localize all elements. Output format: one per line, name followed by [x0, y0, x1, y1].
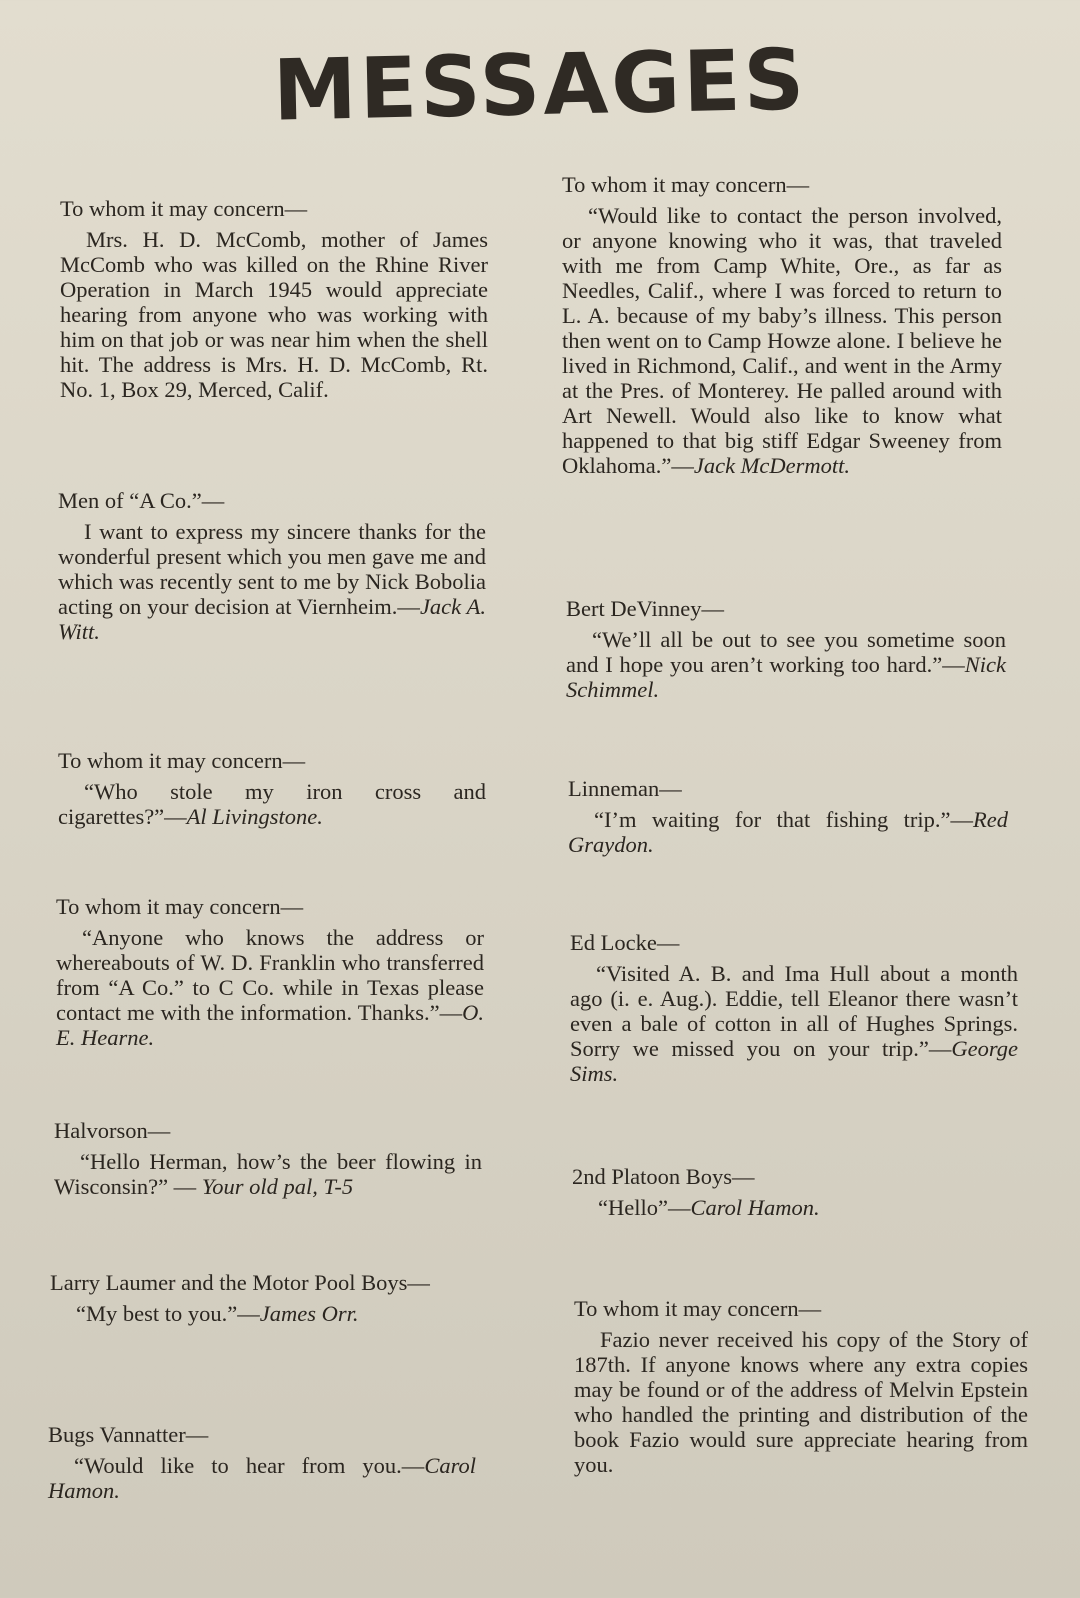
message-text: “Who stole my iron cross and cigarettes?”— — [58, 779, 486, 829]
message-vannatter — [48, 1422, 476, 1503]
message-text: “Hello”— — [598, 1195, 691, 1220]
message-signature: Jack A. Witt. — [58, 594, 486, 644]
message-text: “My best to you.”— — [76, 1301, 260, 1326]
message-salutation: Men of “A Co.”— — [58, 488, 225, 513]
message-salutation: Bugs Vannatter— — [48, 1422, 209, 1447]
message-salutation: Linneman— — [568, 776, 682, 801]
message-signature: Carol Hamon. — [48, 1453, 476, 1503]
message-text: “Anyone who knows the address or whereabouts of W. D. Franklin who transferred from “A Co.” to C Co. while in Texas please contact me with the information. Thanks.”— — [56, 925, 484, 1025]
message-halvorson — [54, 1118, 482, 1199]
message-signature: Nick Schimmel. — [566, 652, 1006, 702]
message-salutation: Bert DeVinney— — [566, 596, 724, 621]
message-devinney — [566, 596, 1006, 702]
message-men-of-a-co — [58, 488, 486, 644]
message-text: I want to express my sincere thanks for the wonderful present which you men gave me and which was recently sent to me by Nick Bobolia acting on your decision at Viernheim.— — [58, 519, 486, 619]
message-motor-pool — [50, 1270, 450, 1326]
message-salutation: To whom it may concern— — [56, 894, 304, 919]
message-signature: George Sims. — [570, 1036, 1018, 1086]
message-salutation: Larry Laumer and the Motor Pool Boys— — [50, 1270, 430, 1295]
message-locke — [570, 930, 1018, 1086]
message-text: “Would like to contact the person involved, or anyone knowing who it was, that traveled with me from Camp White, Ore., as far as Needles, Calif., where I was forced to return to L. A. because of my baby’s illness. This person then went on to Camp Howze alone. I believe he lived in Richmond, Calif., and went in the Army at the Pres. of Monterey. He palled around with Art Newell. Would also like to know what happened to that big stiff Edgar Sweeney from Oklahoma.”— — [562, 203, 1002, 478]
message-text: Fazio never received his copy of the Story of 187th. If anyone knows where any extra copies may be found or of the address of Melvin Epstein who handled the printing and distribution of the book Fazio would sure appreciate hearing from you. — [574, 1327, 1028, 1477]
page-title: MESSAGES — [272, 30, 808, 140]
message-text: “I’m waiting for that fishing trip.”— — [594, 807, 974, 832]
message-franklin — [56, 894, 484, 1050]
message-signature: Red Graydon. — [568, 807, 1008, 857]
message-fazio — [574, 1296, 1028, 1477]
message-signature: Jack McDermott. — [693, 453, 851, 478]
message-mccomb — [60, 196, 488, 402]
message-signature: James Orr. — [259, 1301, 359, 1326]
message-text: Mrs. H. D. McComb, mother of James McComb who was killed on the Rhine River Operation in March 1945 would appreciate hearing from anyone who was working with him on that job or was near him when the shell hit. The address is Mrs. H. D. McComb, Rt. No. 1, Box 29, Merced, Calif. — [60, 227, 488, 402]
message-signature: Al Livingstone. — [186, 804, 323, 829]
message-salutation: 2nd Platoon Boys— — [572, 1164, 755, 1189]
message-linneman — [568, 776, 1008, 857]
message-text: “Visited A. B. and Ima Hull about a month ago (i. e. Aug.). Eddie, tell Eleanor there wasn’t even a bale of cotton in all of Hughes Springs. Sorry we missed you on your trip.”— — [570, 961, 1018, 1061]
message-text: “Would like to hear from you.— — [74, 1453, 425, 1478]
message-signature: O. E. Hearne. — [56, 1000, 484, 1050]
message-salutation: Ed Locke— — [570, 930, 680, 955]
message-signature: Your old pal, T-5 — [201, 1174, 354, 1199]
message-text: “We’ll all be out to see you sometime soon and I hope you aren’t working too hard.”— — [566, 627, 1006, 677]
message-salutation: To whom it may concern— — [574, 1296, 822, 1321]
message-mcdermott — [562, 172, 1002, 478]
message-salutation: To whom it may concern— — [58, 748, 306, 773]
message-salutation: Halvorson— — [54, 1118, 171, 1143]
message-signature: Carol Hamon. — [690, 1195, 820, 1220]
message-salutation: To whom it may concern— — [60, 196, 308, 221]
message-iron-cross — [58, 748, 486, 829]
message-salutation: To whom it may concern— — [562, 172, 810, 197]
message-text: “Hello Herman, how’s the beer flowing in Wisconsin?” — — [54, 1149, 482, 1199]
message-2nd-platoon — [572, 1164, 1012, 1220]
